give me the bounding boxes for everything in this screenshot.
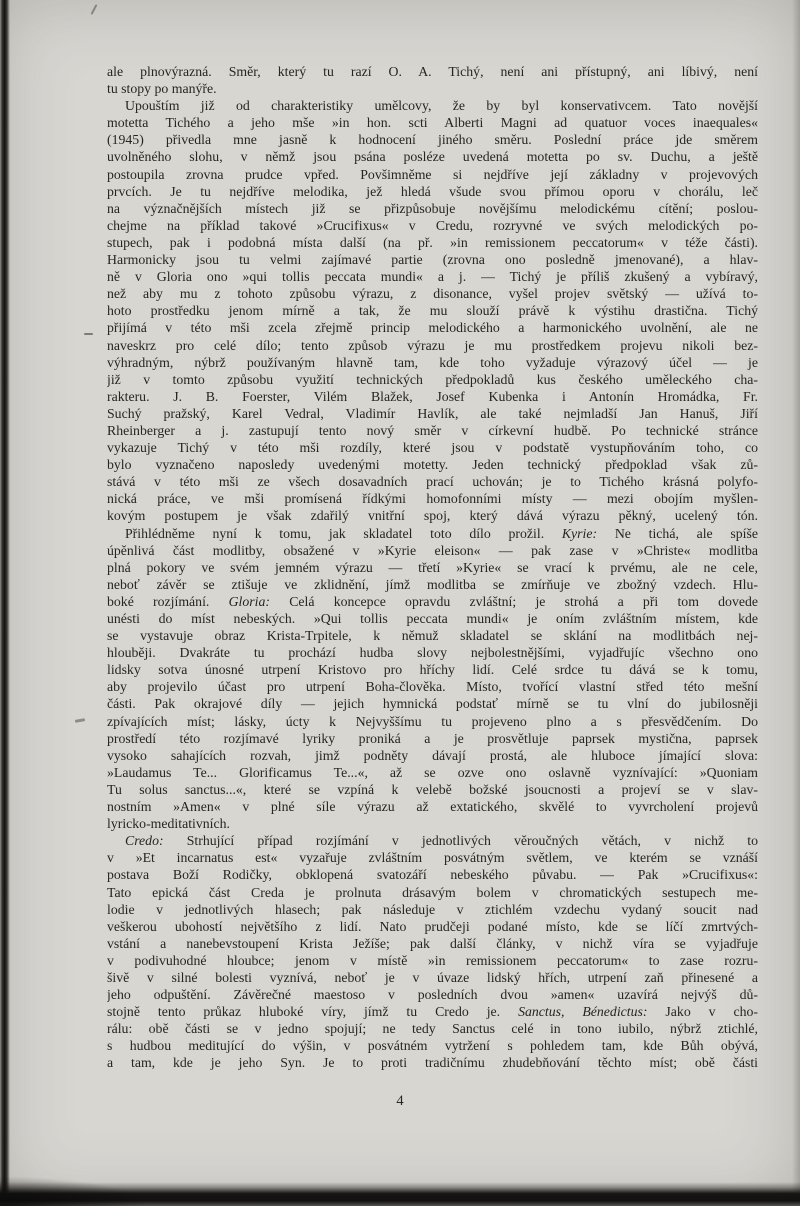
text-line [107,695,758,712]
text-line [107,884,758,901]
text-segment: přijímá v této mši zcela zřejmě princip melodického a harmonického uvolnění, ale ne [107,320,758,336]
text-segment: naveskrz pro celé dílo; tento způsob výrazu je mu prostředkem projevu nikoli bez- [107,337,758,353]
text-line [107,251,758,268]
text-segment: rálu: obě části se v jedno spojují; ne tedy Sanctus celé in tono iubilo, nýbrž ztichlé, [107,1021,758,1037]
text-line [107,542,758,559]
text-line [107,730,758,747]
text-segment: hlouběji. Dvakráte tu prochází hudba slovy nejbolestnějšími, vyjadřujíc všechno ono [107,645,758,661]
text-line [107,866,758,883]
text-segment: Rheinberger a j. zastupují tento nový směr v církevní hudbě. Po technické stránce [107,422,758,438]
text-line [107,593,758,610]
text-line [107,1020,758,1037]
text-segment: stojně tento průkaz hluboké víry, jímž tu Credo je. [107,1004,519,1020]
text-segment: rakteru. J. B. Foerster, Vilém Blažek, Josef Kubenka i Antonín Hromádka, Fr. [107,388,758,404]
text-line [107,80,758,97]
text-segment: neboť závěr se ztišuje ve zklidnění, jímž modlitba se zmírňuje ve zbožný vzdech. Hlu- [107,576,758,592]
text-segment: Suchý pražský, Karel Vedral, Vladimír Havlík, ale také nejmladší Jan Hanuš, Jiří [107,405,758,421]
text-line [107,525,758,542]
text-segment: lidsky sotva únosné utrpení Kristovo pro hříchy lidí. Celé srdce tu dává se k tomu, [107,662,758,678]
text-segment: lodie v jednotlivých hlasech; pak následuje v ztichlém vzdechu vydaný soucit nad [107,901,758,917]
text-segment: s hudbou meditující do výšin, v posvátném vytržení s pohledem tam, kde Bůh obývá, [107,1038,758,1054]
text-segment: Ne tichá, ale spíše [597,525,758,541]
text-segment: na význačnějších místech již se přizpůsobuje novějšímu melodickému cítění; poslou- [107,200,758,216]
text-line [107,986,758,1003]
text-line [107,832,758,849]
text-segment: výhradným, nýbrž používaným hlavně tam, kde toho vyžaduje výrazový účel — je [107,354,758,370]
text-block [107,63,758,1072]
text-line [107,388,758,405]
text-line [107,285,758,302]
text-line [107,473,758,490]
text-segment: motetta Tichého a jeho mše »in hon. scti Alberti Magni ad quatuor voces inaequales« [107,115,758,131]
text-segment: a tam, kde je jeho Syn. Je to proti tradičnímu zhudebňování těchto míst; obě části [107,1055,758,1071]
text-segment: Přihlédněme nyní k tomu, jak skladatel toto dílo prožil. [125,525,562,541]
text-segment: nostním »Amen« v plné síle výrazu až extatického, skvělé to vyvrcholení projevů [107,799,758,815]
text-line [107,952,758,969]
italic-text-segment: Gloria: [228,593,270,609]
text-segment: (1945) přivedla mne jasně k hodnocení jiného směru. Poslední práce jde směrem [107,132,758,148]
text-segment: v podivuhodné hloubce; jenom v místě »in remissionem peccatorum« to zase rozru- [107,952,758,968]
text-line [107,405,758,422]
italic-text-segment: Kyrie: [561,525,598,541]
text-segment: jeho odpuštění. Závěrečné maestoso v posledních dvou »amen« uzavírá nejvýš dů- [107,987,758,1003]
text-segment: Harmonicky jsou tu velmi zajímavé partie (zrovna ono posledně jmenované), a hlav- [107,252,758,268]
text-line [107,148,758,165]
text-line [107,661,758,678]
text-segment: chejme na příklad takové »Crucifixus« v Credu, rozryvné ve svých melodických po- [107,217,758,233]
text-line [107,798,758,815]
text-line [107,576,758,593]
text-line [107,918,758,935]
text-line [107,1003,758,1020]
text-segment: vykazuje Tichý v této mši rozdíly, které jsou v podstatě vystupňováním toho, co [107,440,758,456]
text-line [107,234,758,251]
text-segment: postava Boží Rodičky, obklopená svatozáří nebeského půvabu. — Pak »Crucifixus«: [107,867,758,883]
text-segment: prvcích. Je tu nejdříve melodika, jež hledá všude svou přímou oporu v chorálu, leč [107,183,758,199]
text-segment: unésti do míst nebeských. »Qui tollis peccata mundi« je oním zvláštním místem, kde [107,611,758,626]
text-segment: Strhující případ rozjímání v jednotlivých věroučných větách, v nichž to [163,833,758,849]
text-segment: bylo vyznačeno naposledy uvedenými motetty. Jeden technický předpoklad však zů- [107,457,758,473]
text-segment: hoto prostředku jenom mírně a tak, že mu slouží právě k výstihu drastična. Tichý [107,303,758,319]
scan-artifact [84,333,93,335]
text-segment: ale plnovýrazná. Směr, který tu razí O. A. Tichý, není ani přístupný, ani líbivý, není [107,64,758,79]
text-segment: stává v této mši ze všech dosavadních prací uchován; je to Tichého krásná polyfo- [107,474,758,490]
text-segment: stupech, pak i podobná místa další (na př. »in remissionem peccatorum« v téže části). [107,234,758,250]
text-segment: Celá koncepce opravdu zvláštní; je strohá a při tom dovede [270,593,758,609]
text-line [107,200,758,217]
text-line [107,131,758,148]
text-segment: zpívajících míst; lásky, úcty k Nejvyššímu tu projeveno plno a s přesvědčením. Do [107,713,758,729]
text-segment: postoupila zrovna prudce vpřed. Povšimněme si nejdříve její základny v projevových [107,166,758,182]
text-segment: Tu solus sanctus...«, které se vzpíná k velebě božské jsoucnosti a projeví se v slav- [107,781,758,797]
scan-corner-shadow [0,1176,150,1206]
text-segment: se vystavuje obraz Krista-Trpitele, k němuž skladatel se sklání na modlitbách nej- [107,628,758,644]
text-line [107,166,758,183]
scan-edge-right [792,0,800,1206]
text-segment: kovým postupem je však zdařilý vnitřní spoj, který dává výrazu pěkný, ucelený tón. [107,508,758,524]
text-segment: vstání a nanebevstoupení Krista Ježíše; pak další články, v nichž víra se vyjadřuje [107,935,758,951]
text-segment: prostředí této rozjímavé lyriky proniká a je prosvětluje paprsek mystična, paprsek [107,730,758,746]
text-line [107,354,758,371]
text-segment: boké rozjímání. [107,593,229,609]
text-line [107,371,758,388]
text-line [107,439,758,456]
italic-text-segment: Credo: [125,833,164,849]
text-segment: Jako v cho- [647,1004,758,1020]
text-segment: ně v Gloria ono »qui tollis peccata mundi« a j. — Tichý je příliš zkušený a vybíravý, [107,269,758,285]
text-line [107,627,758,644]
text-segment: než aby mu z tohoto způsobu výrazu, z disonance, vyšel projev světský — užívá to- [107,286,758,302]
text-segment: úpěnlivá část modlitby, obsažené v »Kyrie eleison« — pak zase v »Christe« modlitba [107,542,758,558]
text-line [107,713,758,730]
text-line [107,217,758,234]
text-segment: vysoko sahajících rozvah, jimž podněty dávají prostá, ale hluboce jímající slova: [107,747,758,763]
text-line [107,456,758,473]
text-segment: šivě v silné bolesti vyznívá, neboť je v úvaze lidský hřích, utrpení zaň přinesené a [107,969,758,985]
text-segment: lyricko-meditativních. [107,816,230,832]
text-line [107,559,758,576]
text-line [107,969,758,986]
text-segment: nická práce, ve mši promísená řídkými homofonními místy — mezi obojím myšlen- [107,491,758,507]
text-line [107,1054,758,1071]
text-line [107,337,758,354]
text-line [107,302,758,319]
text-segment: části. Pak okrajové díly — jejich hymnická podstať mírně se tu vlní do jubilosněji [107,696,758,712]
text-segment: »Laudamus Te... Glorificamus Te...«, až se ozve ono oslavně vyznívající: »Quoniam [107,764,758,780]
text-line [107,422,758,439]
text-line [107,935,758,952]
text-line [107,849,758,866]
text-line [107,490,758,507]
text-line [107,644,758,661]
text-line [107,764,758,781]
text-line [107,319,758,336]
text-line [107,781,758,798]
text-line [107,901,758,918]
scan-edge-left [0,0,10,1206]
text-line [107,815,758,832]
text-segment: Upouštím již od charakteristiky umělcovy, že by byl konservativcem. Tato novější [125,98,758,114]
text-line [107,610,758,627]
text-line [107,97,758,114]
text-line [107,183,758,200]
text-segment: již v tomto způsobu využití technických předpokladů kus českého uměleckého cha- [107,371,758,387]
text-line [107,268,758,285]
text-segment: tu stopy po manýře. [107,81,217,97]
text-segment: Tato epická část Creda je prolnuta drásavým bolem v chromatických sestupech me- [107,884,758,900]
text-segment: v »Et incarnatus est« vyzařuje zvláštním posvátným světlem, ve kterém se vznáší [107,850,758,866]
scan-artifact [75,718,85,723]
scan-artifact [91,4,98,15]
text-line [107,114,758,131]
text-segment: plná pokory ve svém jemném výrazu — třetí »Kyrie« se vrací k prvému, ale ne cele, [107,559,758,575]
text-line [107,1037,758,1054]
text-segment: veškerou ubohostí největšího z lidí. Nato prudčeji podané místo, kde se líčí zmrtvých- [107,918,758,934]
text-segment: aby projevilo účast pro utrpení Boha-člověka. Místo, tvořící vlastní střed této mešní [107,679,758,695]
text-line [107,507,758,524]
page-number: 4 [396,1093,404,1109]
text-line [107,63,758,80]
text-line [107,678,758,695]
text-line [107,747,758,764]
italic-text-segment: Sanctus, Bénedictus: [518,1004,648,1020]
text-segment: uvolněného slohu, v němž jsou psána posléze uvedená motetta po sv. Duchu, a ještě [107,149,758,165]
